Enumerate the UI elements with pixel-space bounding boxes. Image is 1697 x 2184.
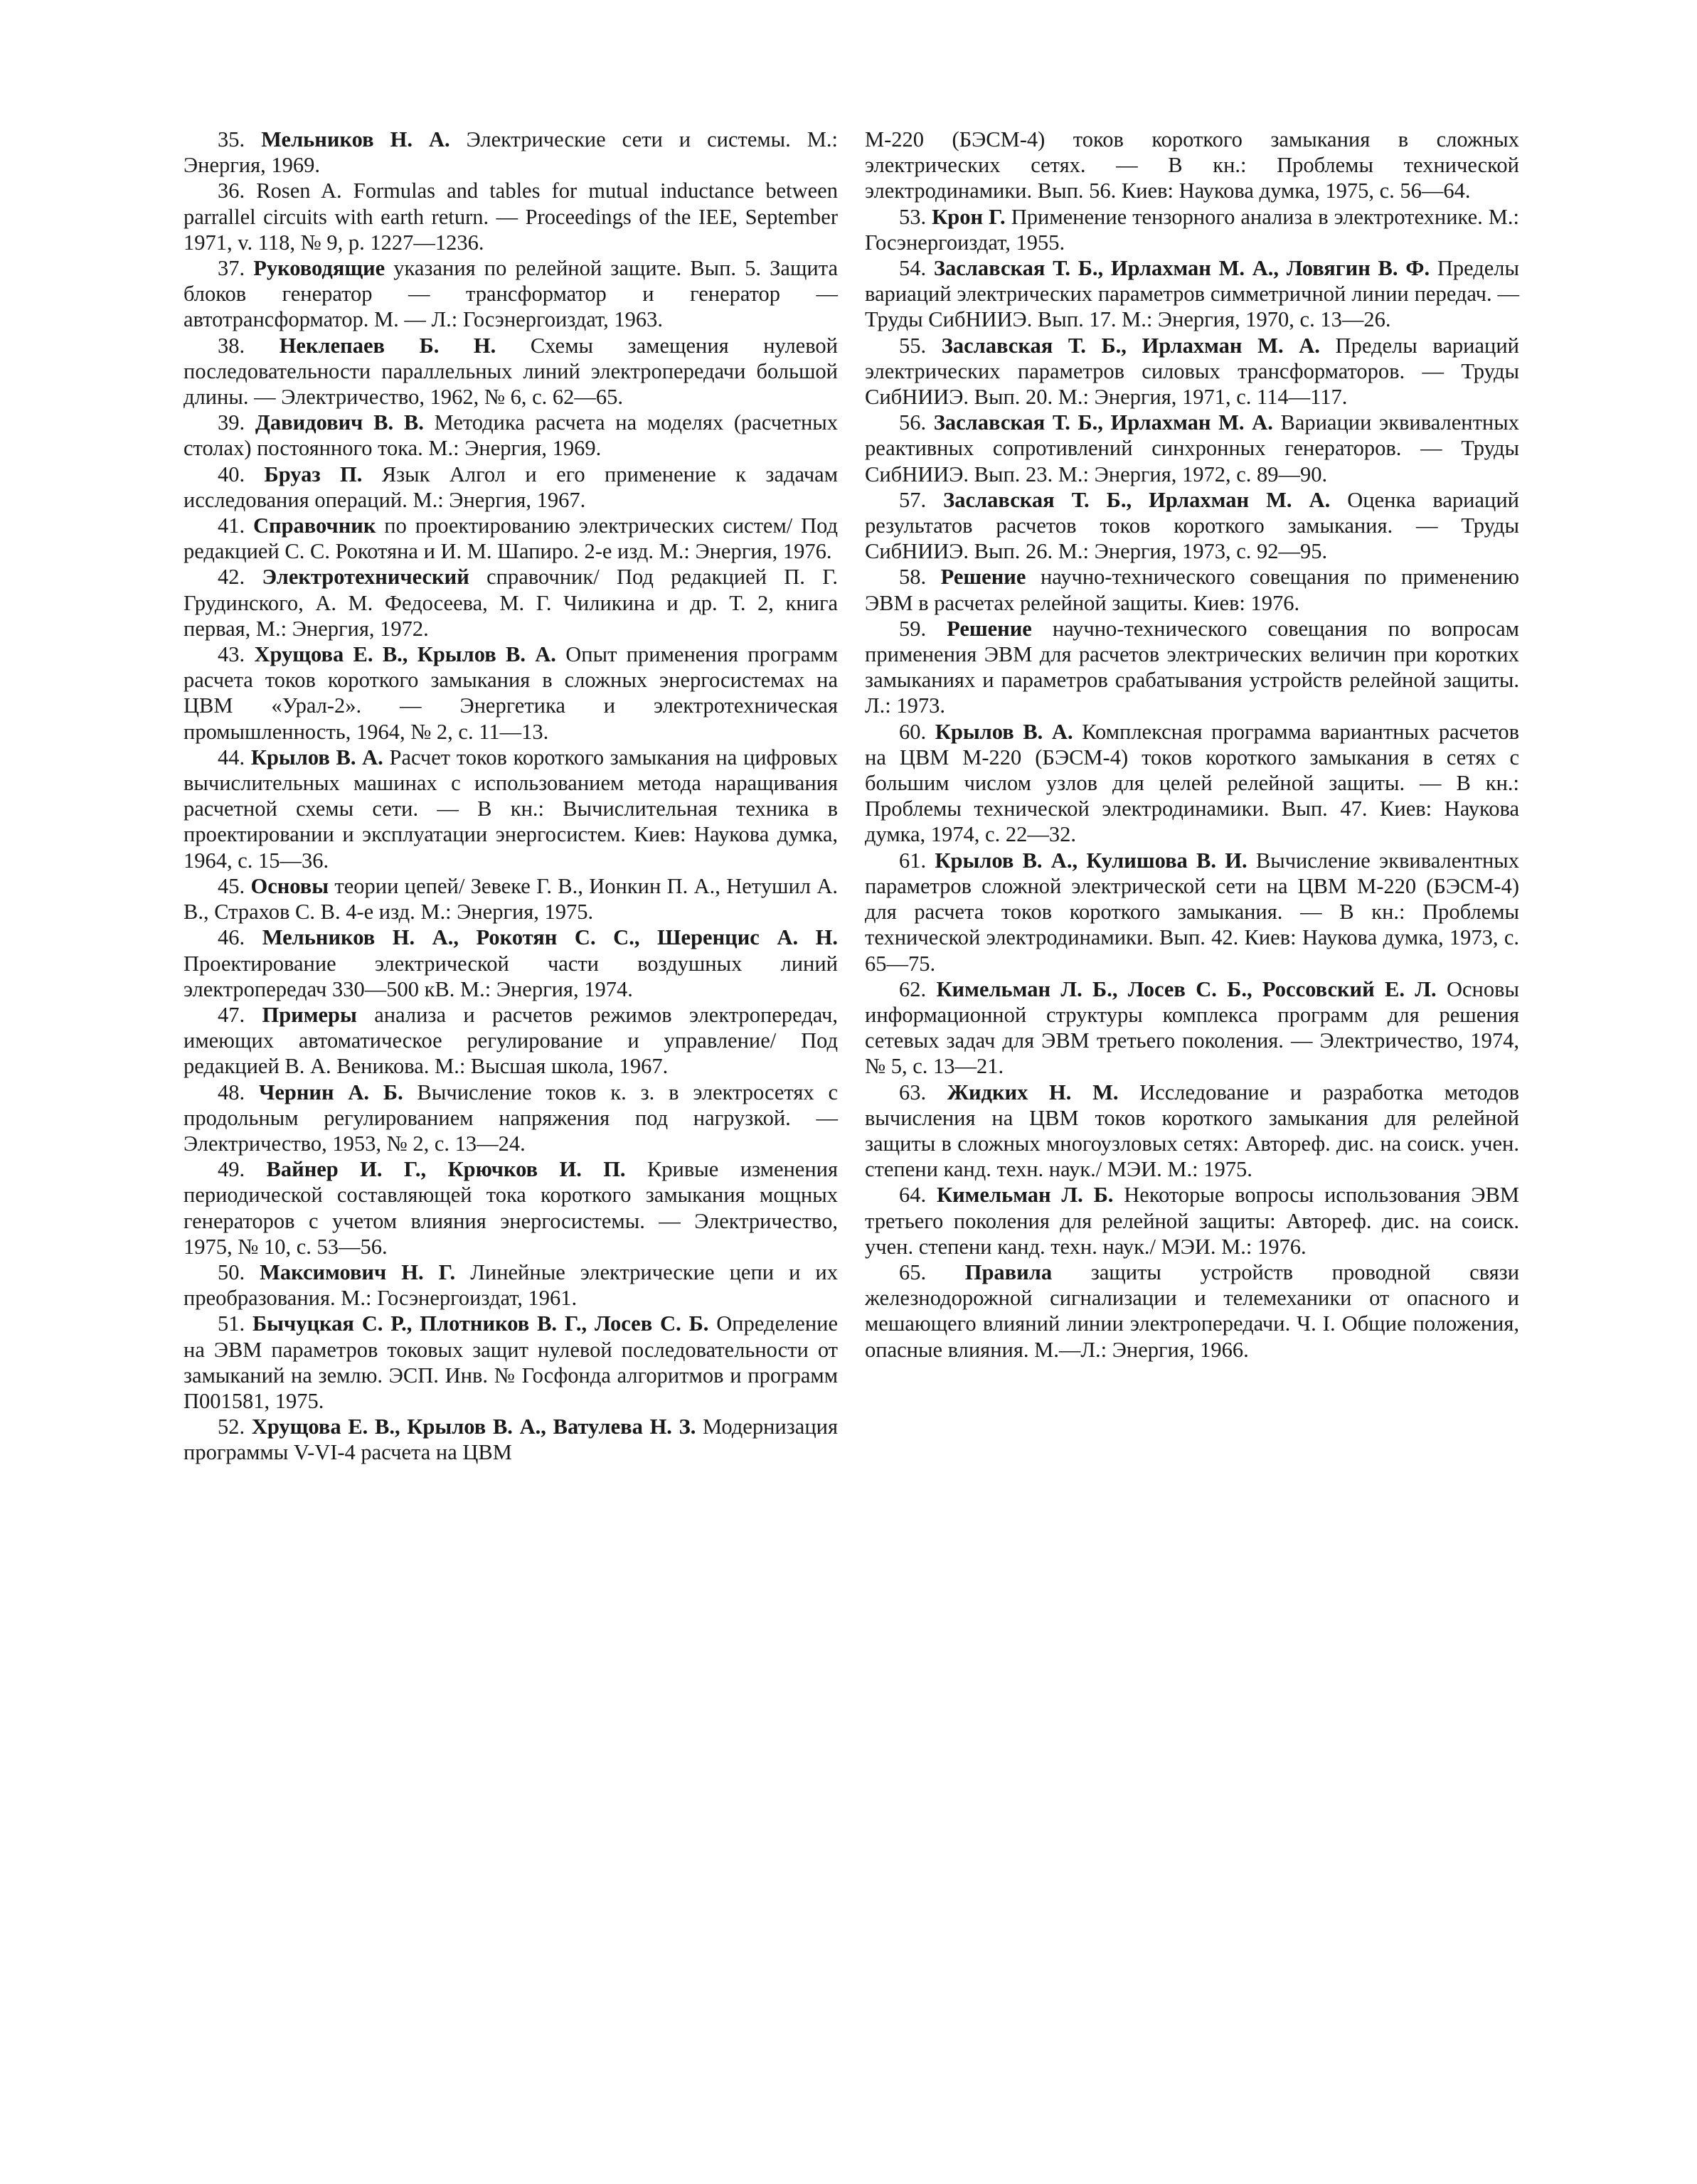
reference-text: Некоторые вопросы использования ЭВМ третьего поколения для релейной защиты: Автореф. дис. на соиск. учен. степени канд. техн. наук./ МЭИ. М.: 1976. <box>865 1183 1520 1259</box>
reference-item <box>183 333 838 410</box>
reference-item <box>865 719 1519 848</box>
reference-number: 36. <box>218 179 245 203</box>
reference-authors: Руководящие <box>253 256 385 281</box>
reference-number: 52. <box>218 1415 245 1439</box>
reference-number: 53. <box>899 204 927 229</box>
reference-item <box>865 204 1519 255</box>
reference-number: 45. <box>218 873 245 898</box>
reference-number: 49. <box>218 1157 245 1182</box>
reference-authors: Чернин А. Б. <box>258 1080 403 1104</box>
reference-text: Вычисление токов к. з. в электросетях с продольным регулированием напряжения под нагрузкой. — Электричество, 1953, № 2, с. 13—24. <box>183 1080 839 1156</box>
reference-number: 56. <box>899 410 927 435</box>
reference-item <box>865 1080 1519 1183</box>
reference-item <box>865 255 1519 333</box>
reference-item <box>183 255 838 333</box>
reference-authors: Бычуцкая С. Р., Плотников В. Г., Лосев С. Б. <box>252 1311 709 1336</box>
reference-text: Методика расчета на моделях (расчетных столах) постоянного тока. М.: Энергия, 1969. <box>183 410 839 461</box>
reference-authors: Кимельман Л. Б., Лосев С. Б., Россовский Е. Л. <box>936 976 1437 1001</box>
reference-authors: Хрущова Е. В., Крылов В. А. <box>254 642 556 667</box>
reference-item <box>183 1156 838 1259</box>
reference-authors: Бруаз П. <box>264 462 363 486</box>
reference-text: Расчет токов короткого замыкания на цифровых вычислительных машинах с использованием метода наращивания расчетной схемы сети. — В кн.: Вычислительная техника в проектировании и эксплуатации энергосистем. Киев: Наукова думка, 1964, с. 15—36. <box>183 745 839 873</box>
reference-text: научно-технического совещания по применению ЭВМ в расчетах релейной защиты. Киев: 1976. <box>865 565 1520 615</box>
reference-text: теории цепей/ Зевеке Г. В., Ионкин П. А., Нетушил А. В., Страхов С. В. 4-е изд. М.: Энергия, 1975. <box>183 873 838 925</box>
reference-text: Вычисление эквивалентных параметров сложной электрической сети на ЦВМ М-220 (БЭСМ-4) для расчета токов короткого замыкания. — В кн.: Проблемы технической электродинамики. Вып. 42. Киев: Наукова думка, 1973, с. 65—75. <box>865 848 1520 976</box>
reference-number: 54. <box>899 256 927 281</box>
reference-item <box>183 513 838 564</box>
reference-number: 46. <box>218 925 245 950</box>
reference-item <box>183 178 838 255</box>
reference-item <box>183 564 838 641</box>
reference-item <box>183 1311 838 1414</box>
reference-authors: Заславская Т. Б., Ирлахман М. А. <box>933 410 1273 435</box>
reference-text: указания по релейной защите. Вып. 5. Защита блоков генератор — трансформатор и генератор — автотрансформатор. М. — Л.: Госэнергоиздат, 1963. <box>183 256 838 332</box>
reference-authors: Заславская Т. Б., Ирлахман М. А., Ловягин В. Ф. <box>933 256 1430 281</box>
reference-item <box>183 1080 838 1157</box>
reference-item <box>183 745 838 873</box>
reference-authors: Правила <box>964 1259 1053 1284</box>
reference-authors: Крылов В. А. <box>250 745 383 769</box>
reference-text: Модернизация программы V-VI-4 расчета на ЦВМ <box>183 1415 838 1465</box>
reference-text: защиты устройств проводной связи железнодорожной сигнализации и телемеханики от опасного и мешающего влияний линии электропередачи. Ч. I. Общие положения, опасные влияния. М.—Л.: Энергия, 1966. <box>865 1259 1520 1362</box>
reference-authors: Решение <box>947 616 1032 641</box>
reference-column-right <box>865 127 1519 1363</box>
reference-number: 47. <box>218 1002 245 1027</box>
reference-text: Оценка вариаций результатов расчетов токов короткого замыкания. — Труды СибНИИЭ. Вып. 26. М.: Энергия, 1973, с. 92—95. <box>865 487 1520 564</box>
reference-text: Пределы вариаций электрических параметров силовых трансформаторов. — Труды СибНИИЭ. Вып. 20. М.: Энергия, 1971, с. 114—117. <box>865 333 1519 410</box>
reference-authors: Кимельман Л. Б. <box>936 1183 1114 1208</box>
reference-text: Опыт применения программ расчета токов короткого замыкания в сложных энергосистемах на ЦВМ «Урал-2». — Энергетика и электротехническая промышленность, 1964, № 2, с. 11—13. <box>183 642 839 744</box>
reference-column-left <box>183 127 838 1466</box>
reference-number: 40. <box>218 462 245 486</box>
reference-text: Схемы замещения нулевой последовательности параллельных линий электропередачи большой длины. — Электричество, 1962, № 6, с. 62—65. <box>183 333 838 410</box>
reference-number: 63. <box>899 1080 927 1104</box>
reference-item <box>865 410 1519 487</box>
reference-authors: Максимович Н. Г. <box>260 1259 456 1284</box>
reference-number: 41. <box>218 513 245 538</box>
reference-item <box>183 462 838 513</box>
reference-text: Пределы вариаций электрических параметров симметричной линии передач. — Труды СибНИИЭ. Вып. 17. М.: Энергия, 1970, с. 13—26. <box>865 256 1520 332</box>
reference-item <box>865 616 1519 719</box>
reference-item <box>183 127 838 178</box>
reference-text: Вариации эквивалентных реактивных сопротивлений синхронных генераторов. — Труды СибНИИЭ. Вып. 23. М.: Энергия, 1972, с. 89—90. <box>865 410 1519 486</box>
reference-number: 60. <box>899 719 927 744</box>
reference-authors: Мельников Н. А. <box>261 127 450 151</box>
reference-item <box>183 410 838 461</box>
reference-number: 44. <box>218 745 245 769</box>
reference-authors: Крылов В. А., Кулишова В. И. <box>935 848 1248 873</box>
reference-item <box>183 873 838 925</box>
reference-text: анализа и расчетов режимов электропередач, имеющих автоматическое регулирование и управление/ Под редакцией В. А. Веникова. М.: Высшая школа, 1967. <box>183 1002 838 1079</box>
reference-authors: Крон Г. <box>932 204 1006 229</box>
reference-text: Определение на ЭВМ параметров токовых защит нулевой последовательности от замыканий на землю. ЭСП. Инв. № Госфонда алгоритмов и программ П001581, 1975. <box>183 1311 839 1413</box>
reference-authors: Электротехнический <box>262 565 469 590</box>
reference-text: по проектированию электрических систем/ Под редакцией С. С. Рокотяна и И. М. Шапиро. 2-е изд. М.: Энергия, 1976. <box>183 513 838 564</box>
reference-number: 64. <box>899 1183 927 1208</box>
reference-text: научно-технического совещания по вопросам применения ЭВМ для расчетов электрических величин при коротких замыканиях и параметров срабатывания устройств релейной защиты. Л.: 1973. <box>865 616 1519 718</box>
reference-text: Rosen A. Formulas and tables for mutual inductance between parrallel circuits with earth return. — Proceedings of the IEE, September 1971, v. 118, № 9, p. 1227—1236. <box>183 179 838 255</box>
reference-number: 38. <box>218 333 245 358</box>
reference-number: 65. <box>899 1259 927 1284</box>
reference-authors: Жидких Н. М. <box>947 1080 1119 1104</box>
reference-item <box>865 333 1519 410</box>
reference-authors: Решение <box>940 565 1026 590</box>
reference-item <box>865 976 1519 1080</box>
reference-item <box>865 1182 1519 1259</box>
reference-text: Линейные электрические цепи и их преобразования. М.: Госэнергоиздат, 1961. <box>183 1259 839 1311</box>
reference-text: Исследование и разработка методов вычисления на ЦВМ токов короткого замыкания для релейной защиты в сложных многоузловых сетях: Автореф. дис. на соиск. учен. степени канд. техн. наук./ МЭИ. М.: 1975. <box>865 1080 1520 1182</box>
reference-continuation: М-220 (БЭСМ-4) токов короткого замыкания в сложных электрических сетях. — В кн.: Проблемы технической электродинамики. Вып. 56. Киев: Наукова думка, 1975, с. 56—64. <box>865 127 1519 203</box>
reference-number: 57. <box>899 487 927 512</box>
reference-number: 37. <box>218 256 245 281</box>
reference-item <box>183 925 838 1002</box>
reference-authors: Мельников Н. А., Рокотян С. С., Шеренцис А. Н. <box>262 925 839 950</box>
reference-authors: Хрущова Е. В., Крылов В. А., Ватулева Н. З. <box>251 1415 696 1439</box>
reference-number: 61. <box>899 848 927 873</box>
reference-text: Электрические сети и системы. М.: Энергия, 1969. <box>183 127 839 178</box>
reference-number: 55. <box>899 333 927 358</box>
reference-authors: Заславская Т. Б., Ирлахман М. А. <box>943 487 1331 512</box>
reference-authors: Примеры <box>262 1002 357 1027</box>
reference-text: Основы информационной структуры комплекса программ для решения сетевых задач для ЭВМ третьего поколения. — Электричество, 1974, № 5, с. 13—21. <box>865 976 1519 1079</box>
reference-authors: Заславская Т. Б., Ирлахман М. А. <box>941 333 1320 358</box>
reference-authors: Крылов В. А. <box>935 719 1073 744</box>
reference-authors: Неклепаев Б. Н. <box>279 333 496 358</box>
reference-number: 39. <box>218 410 245 435</box>
reference-text: Кривые изменения периодической составляющей тока короткого замыкания мощных генераторов с учетом влияния энергосистемы. — Электричество, 1975, № 10, с. 53—56. <box>183 1157 839 1259</box>
reference-number: 50. <box>218 1259 245 1284</box>
reference-number: 35. <box>218 127 245 151</box>
reference-authors: Вайнер И. Г., Крючков И. П. <box>266 1157 626 1182</box>
reference-item <box>183 1259 838 1311</box>
reference-item <box>865 564 1519 615</box>
reference-text: Комплексная программа вариантных расчетов на ЦВМ М-220 (БЭСМ-4) токов короткого замыкания в сетях с большим числом узлов для целей релейной защиты. — В кн.: Проблемы технической электродинамики. Вып. 47. Киев: Наукова думка, 1974, с. 22—32. <box>865 719 1519 847</box>
reference-item <box>865 848 1519 976</box>
reference-text: Язык Алгол и его применение к задачам исследования операций. М.: Энергия, 1967. <box>183 462 839 512</box>
reference-number: 42. <box>218 565 245 590</box>
reference-item <box>183 1002 838 1080</box>
reference-item <box>183 641 838 745</box>
reference-number: 43. <box>218 642 245 667</box>
reference-item <box>865 1259 1519 1363</box>
reference-text: Применение тензорного анализа в электротехнике. М.: Госэнергоиздат, 1955. <box>865 204 1519 255</box>
reference-text: Проектирование электрической части воздушных линий электропередач 330—500 кВ. М.: Энергия, 1974. <box>183 951 838 1001</box>
reference-number: 59. <box>899 616 927 641</box>
reference-number: 51. <box>218 1311 245 1336</box>
reference-number: 48. <box>218 1080 245 1104</box>
reference-authors: Основы <box>250 873 329 898</box>
reference-number: 58. <box>899 565 927 590</box>
reference-item <box>183 1414 838 1465</box>
reference-number: 62. <box>899 976 927 1001</box>
reference-text: справочник/ Под редакцией П. Г. Грудинского, А. М. Федосеева, М. Г. Чиликина и др. Т. 2, книга первая, М.: Энергия, 1972. <box>183 565 839 641</box>
reference-item <box>865 487 1519 565</box>
reference-authors: Справочник <box>252 513 376 538</box>
reference-authors: Давидович В. В. <box>255 410 424 435</box>
